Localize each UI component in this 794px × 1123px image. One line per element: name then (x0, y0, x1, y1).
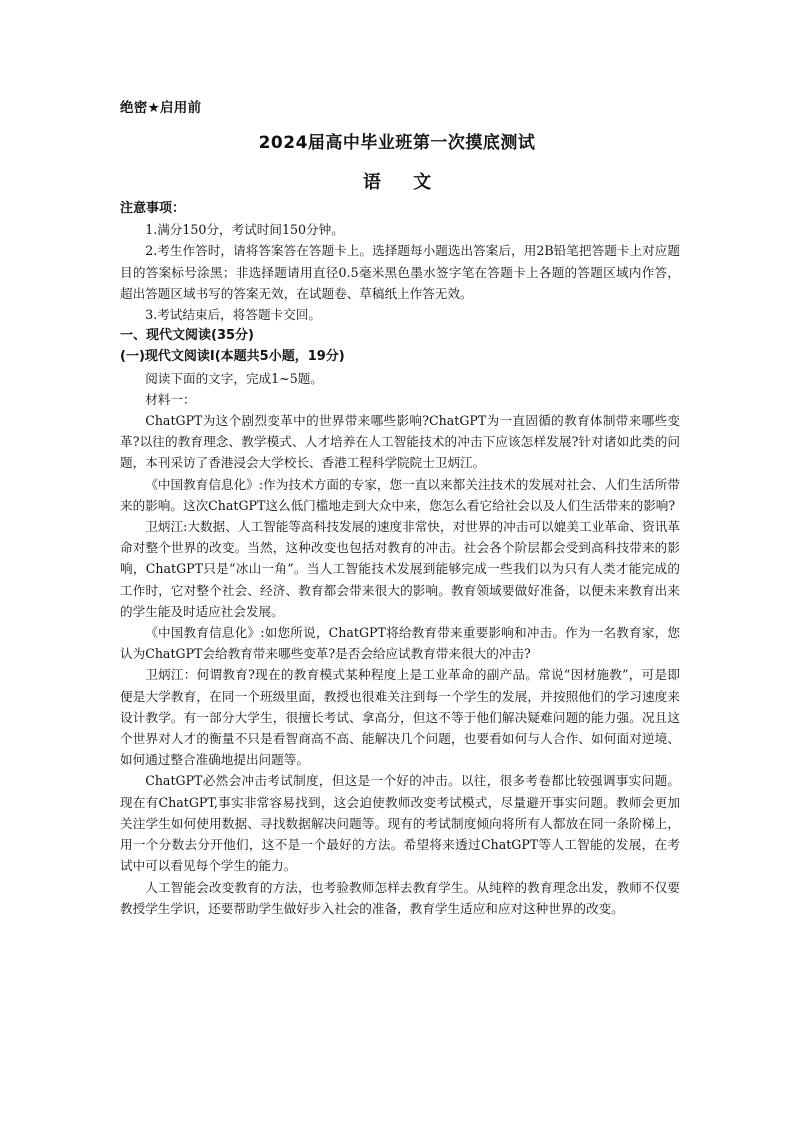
material-label: 材料一： (145, 391, 196, 407)
document-body (120, 198, 680, 919)
paragraph: 卫炳江：何谓教育?现在的教育模式某种程度上是工业革命的副产品。常说“因材施教”，可是即便是大学教育，在同一个班级里面，教授也很难关注到每一个学生的发展，并按照他们的学习速度来设计教学。有一部分大学生，很擅长考试、拿高分，但这不等于他们解决疑难问题的能力强。况且这个世界对人才的衡量不只是看智商高不高、能解决几个问题，也要看如何与人合作、如何面对逆境、如何通过整合准确地提出问题等。 (120, 667, 680, 768)
notice-item: 2.考生作答时，请将答案答在答题卡上。选择题每小题选出答案后，用2B铅笔把答题卡上对应题目的答案标号涂黑；非选择题请用直径0.5毫米黑色墨水签字笔在答题卡上各题的答题区域内作答，超出答题区域书写的答案无效，在试题卷、草稿纸上作答无效。 (120, 243, 680, 301)
paragraph: 《中国教育信息化》:作为技术方面的专家，您一直以来都关注技术的发展对社会、人们生活所带来的影响。这次ChatGPT这么低门槛地走到大众中来，您怎么看它给社会以及人们生活带来的影响? (120, 476, 680, 513)
subject-title: 语 文 (362, 172, 432, 193)
paragraph: ChatGPT为这个剧烈变革中的世界带来哪些影响?ChatGPT为一直固循的教育体制带来哪些变革?以往的教育理念、教学模式、人才培养在人工智能技术的冲击下应该怎样发展?针对诸如此类的问题，本刊采访了香港浸会大学校长、香港工程科学院院士卫炳江。 (120, 413, 680, 471)
paragraph: 《中国教育信息化》:如您所说，ChatGPT将给教育带来重要影响和冲击。作为一名教育家，您认为ChatGPT会给教育带来哪些变革?是否会给应试教育带来很大的冲击? (120, 625, 680, 662)
subsection-heading: (一)现代文阅读Ⅰ(本题共5小题，19分) (120, 349, 345, 365)
notice-item: 1.满分150分，考试时间150分钟。 (145, 222, 344, 238)
notice-heading: 注意事项： (120, 201, 186, 216)
paragraph: ChatGPT必然会冲击考试制度，但这是一个好的冲击。以往，很多考卷都比较强调事实问题。现在有ChatGPT,事实非常容易找到，这会迫使教师改变考试模式，尽量避开事实问题。教师会更加关注学生如何使用数据、寻找数据解决问题等。现有的考试制度倾向将所有人都放在同一条阶梯上，用一个分数去分开他们，这不是一个最好的方法。希望将来透过ChatGPT等人工智能的发展，在考试中可以看见每个学生的能力。 (120, 773, 680, 874)
exam-title: 2024届高中毕业班第一次摸底测试 (258, 133, 536, 153)
notice-item: 3.考试结束后，将答题卡交回。 (145, 307, 321, 323)
paragraph: 卫炳江:大数据、人工智能等高科技发展的速度非常快，对世界的冲击可以媲美工业革命、资讯革命对整个世界的改变。当然，这种改变也包括对教育的冲击。社会各个阶层都会受到高科技带来的影响，ChatGPT只是“冰山一角”。当人工智能技术发展到能够完成一些我们以为只有人类才能完成的工作时，它对整个社会、经济、教育都会带来很大的影响。教育领域要做好准备，以便未来教育出来的学生能及时适应社会发展。 (120, 519, 680, 619)
secret-label: 绝密★启用前 (120, 100, 202, 116)
section-heading: 一、现代文阅读(35分) (120, 328, 254, 344)
instruction: 阅读下面的文字，完成1~5题。 (145, 370, 323, 386)
paragraph: 人工智能会改变教育的方法，也考验教师怎样去教育学生。从纯粹的教育理念出发，教师不仅要教授学生学识，还要帮助学生做好步入社会的准备，教育学生适应和应对这种世界的改变。 (120, 879, 680, 916)
